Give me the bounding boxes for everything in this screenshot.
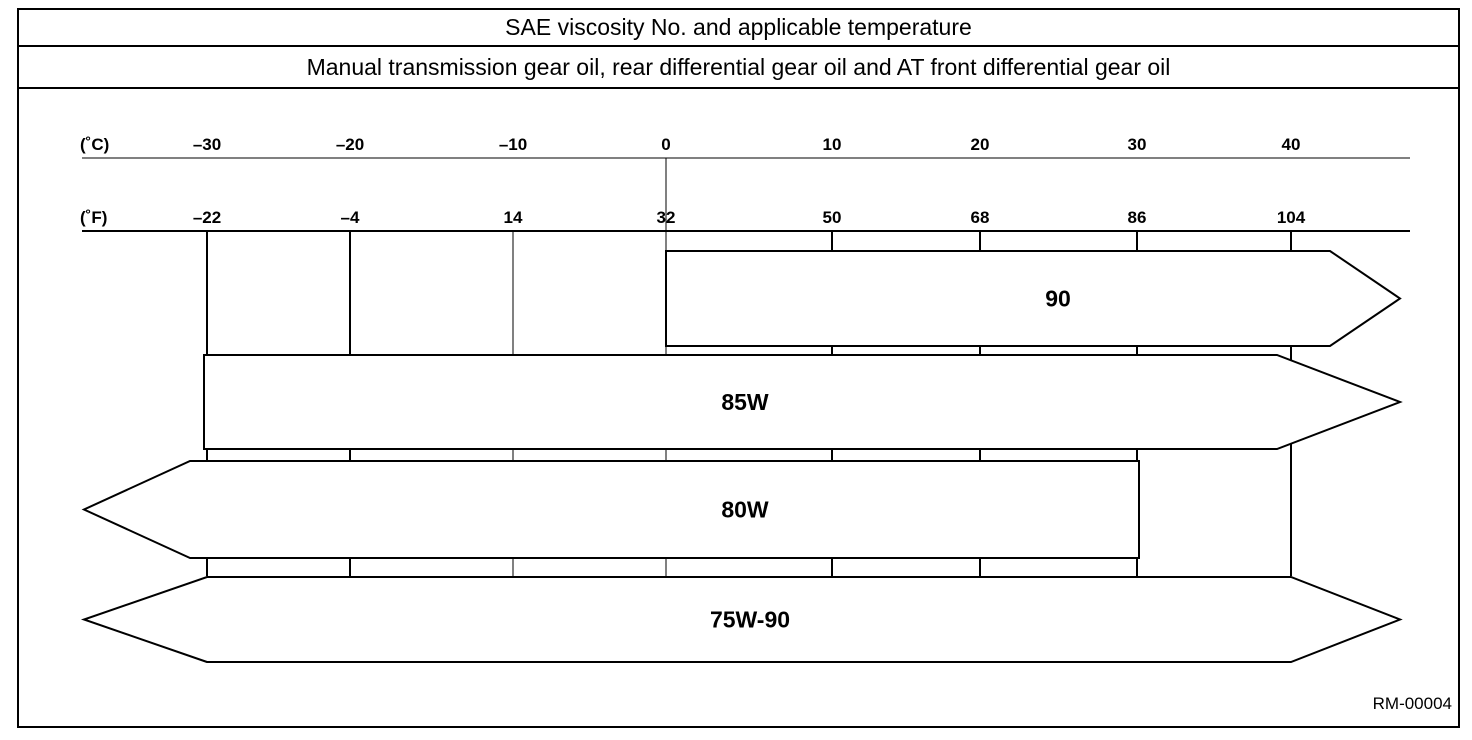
reference-code: RM-00004 — [1372, 694, 1452, 713]
fahrenheit-tick-label: 86 — [1127, 208, 1147, 227]
celsius-tick-label: 10 — [822, 135, 842, 154]
viscosity-band-label: 80W — [721, 496, 769, 523]
celsius-tick-label: –30 — [192, 135, 222, 154]
viscosity-band — [84, 461, 1139, 558]
viscosity-band-label: 90 — [1045, 285, 1071, 312]
viscosity-band-label: 75W-90 — [709, 606, 791, 633]
fahrenheit-tick-label: 50 — [822, 208, 842, 227]
fahrenheit-tick-label: –22 — [192, 208, 222, 227]
celsius-tick-label: 20 — [970, 135, 990, 154]
celsius-unit-label: (˚C) — [80, 135, 110, 154]
fahrenheit-tick-label: 14 — [503, 208, 523, 227]
fahrenheit-tick-label: 104 — [1276, 208, 1306, 227]
celsius-tick-label: –10 — [498, 135, 528, 154]
celsius-tick-label: –20 — [335, 135, 365, 154]
chart-subtitle: Manual transmission gear oil, rear differential gear oil and AT front differential gear oil — [19, 47, 1458, 89]
viscosity-band — [666, 251, 1400, 346]
fahrenheit-tick-label: –4 — [340, 208, 360, 227]
celsius-tick-label: 0 — [661, 135, 671, 154]
fahrenheit-tick-label: 68 — [970, 208, 990, 227]
fahrenheit-unit-label: (˚F) — [80, 208, 108, 227]
viscosity-band-label: 85W — [721, 389, 769, 415]
celsius-tick-label: 40 — [1281, 135, 1301, 154]
celsius-tick-label: 30 — [1127, 135, 1147, 154]
fahrenheit-tick-label: 32 — [656, 208, 676, 227]
chart-title: SAE viscosity No. and applicable temperature — [19, 10, 1458, 47]
viscosity-band — [204, 355, 1400, 449]
